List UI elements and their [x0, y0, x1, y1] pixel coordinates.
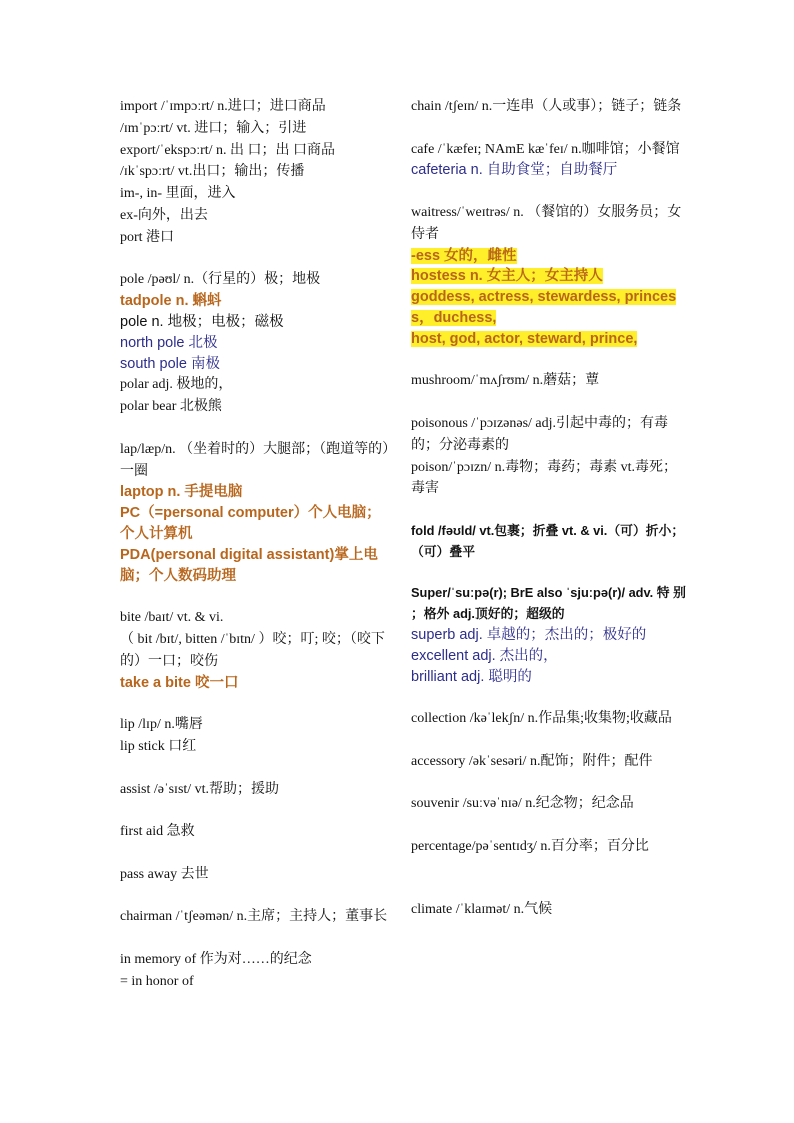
blank-line: [120, 800, 392, 821]
vocab-line: chairman /ˈtʃeəmən/ n.主席；主持人；董事长: [120, 909, 388, 925]
vocab-entry: [411, 899, 687, 921]
blank-line: [120, 885, 392, 906]
vocab-line: = in honor of: [120, 973, 194, 989]
vocab-entry: [120, 736, 392, 758]
vocab-line: climate /ˈklaɪmət/ n.气候: [411, 902, 553, 918]
blank-line: [411, 181, 687, 202]
vocab-entry: [411, 583, 687, 625]
vocab-entry: [120, 439, 392, 483]
vocab-line: waitress/ˈweɪtrəs/ n. （餐馆的）女服务员；女侍者: [411, 204, 682, 242]
vocab-entry: [411, 646, 687, 667]
vocab-line: lip /lɪp/ n.嘴唇: [120, 717, 203, 733]
vocab-line: port 港口: [120, 229, 175, 245]
vocab-entry: [411, 160, 687, 181]
vocab-entry: [120, 545, 392, 587]
vocab-line: collection /kəˈlekʃn/ n.作品集;收集物;收藏品: [411, 711, 672, 727]
vocab-entry: [411, 521, 687, 563]
blank-line: [411, 878, 687, 899]
vocab-entry: [120, 714, 392, 736]
blank-line: [411, 563, 687, 584]
vocab-entry: [120, 906, 392, 928]
vocab-line: -ess 女的，雌性: [411, 247, 517, 264]
vocab-entry: [411, 625, 687, 646]
vocab-entry: [120, 374, 392, 396]
vocab-entry: [411, 667, 687, 688]
vocab-entry: [120, 607, 392, 629]
vocab-line: percentage/pəˈsentɪdʒ/ n.百分率；百分比: [411, 838, 649, 854]
blank-line: [120, 249, 392, 270]
vocab-line: lip stick 口红: [120, 738, 197, 754]
left-column: [120, 96, 392, 992]
vocab-line: export/ˈekspɔːrt/ n. 出 口；出 口商品: [120, 142, 336, 158]
blank-line: [411, 350, 687, 371]
vocab-entry: [120, 821, 392, 843]
vocab-entry: [411, 266, 687, 287]
vocab-entry: [411, 793, 687, 815]
vocab-entry: [120, 161, 392, 183]
blank-line: [411, 815, 687, 836]
vocab-entry: [120, 96, 392, 118]
vocab-entry: [411, 287, 687, 329]
blank-line: [120, 928, 392, 949]
vocab-entry: [120, 864, 392, 886]
vocab-line: lap/læp/n. （坐着时的）大腿部；（跑道等的）一圈: [120, 441, 390, 479]
vocab-entry: [411, 836, 687, 858]
vocab-line: Super/ˈsuːpə(r); BrE also ˈsjuːpə(r)/ adv. 特 别 ；格外 adj.顶好的；超级的: [411, 585, 686, 622]
blank-line: [411, 773, 687, 794]
vocab-line: tadpole n. 蝌蚪: [120, 293, 222, 310]
vocab-entry: [120, 291, 392, 312]
vocab-entry: [120, 396, 392, 418]
vocab-entry: [120, 312, 392, 333]
vocab-entry: [120, 673, 392, 694]
vocab-entry: [120, 949, 392, 971]
blank-line: [411, 500, 687, 521]
vocab-line: pole /pəʊl/ n.（行星的）极；地极: [120, 272, 321, 288]
vocab-line: PC（=personal computer）个人电脑；个人计算机: [120, 505, 381, 542]
vocab-line: poison/ˈpɔɪzn/ n.毒物；毒药；毒素 vt.毒死；毒害: [411, 459, 677, 497]
vocab-line: south pole 南极: [120, 355, 220, 372]
blank-line: [411, 118, 687, 139]
vocab-line: im-, in- 里面，进入: [120, 186, 236, 202]
vocab-entry: [411, 246, 687, 267]
vocab-line: bite /baɪt/ vt. & vi.: [120, 610, 224, 626]
vocab-entry: [411, 413, 687, 457]
vocab-line: cafe /ˈkæfeɪ; NAmE kæˈfeɪ/ n.咖啡馆；小餐馆: [411, 141, 680, 157]
vocab-line: goddess, actress, stewardess, princess，duchess,: [411, 289, 677, 326]
vocab-entry: [120, 354, 392, 375]
vocab-entry: [411, 96, 687, 118]
vocab-line: chain /tʃeɪn/ n.一连串（人或事）；链子；链条: [411, 99, 682, 114]
vocab-line: import /ˈɪmpɔːrt/ n.进口；进口商品: [120, 99, 326, 114]
blank-line: [411, 687, 687, 708]
vocab-line: souvenir /suːvəˈnɪə/ n.纪念物；纪念品: [411, 796, 634, 812]
vocab-line: cafeteria n. 自助食堂；自助餐厅: [411, 162, 618, 179]
vocab-line: pass away 去世: [120, 866, 209, 882]
vocab-entry: [120, 205, 392, 227]
vocab-entry: [120, 482, 392, 503]
vocab-line: accessory /əkˈsesəri/ n.配饰；附件；配件: [411, 753, 653, 769]
blank-line: [120, 418, 392, 439]
blank-line: [411, 392, 687, 413]
vocab-entry: [120, 503, 392, 545]
vocab-entry: [411, 708, 687, 730]
right-column: [411, 96, 687, 921]
vocab-line: pole n. 地极；电极；磁极: [120, 313, 284, 330]
blank-line: [411, 858, 687, 879]
blank-line: [120, 843, 392, 864]
vocab-line: host, god, actor, steward, prince,: [411, 330, 638, 347]
vocab-line: mushroom/ˈmʌʃrʊm/ n.蘑菇；蕈: [411, 373, 600, 389]
vocab-entry: [411, 139, 687, 161]
blank-line: [120, 758, 392, 779]
vocab-line: north pole 北极: [120, 334, 218, 351]
vocab-entry: [120, 140, 392, 162]
vocab-line: fold /fəʊld/ vt.包裹；折叠 vt. & vi.（可）折小；（可）叠平: [411, 522, 685, 559]
vocab-entry: [411, 751, 687, 773]
vocab-entry: [120, 118, 392, 140]
vocab-line: （ bit /bɪt/, bitten /ˈbɪtn/ ）咬；叮; 咬；（咬下的）一口；咬伤: [120, 631, 385, 669]
vocab-line: take a bite 咬一口: [120, 674, 239, 691]
blank-line: [120, 586, 392, 607]
blank-line: [411, 730, 687, 751]
vocab-line: polar bear 北极熊: [120, 399, 222, 415]
vocab-entry: [120, 629, 392, 673]
vocab-line: assist /əˈsɪst/ vt.帮助；援助: [120, 781, 280, 797]
vocab-entry: [120, 333, 392, 354]
vocab-line: /ɪmˈpɔːrt/ vt. 进口；输入；引进: [120, 120, 307, 136]
vocab-line: poisonous /ˈpɔɪzənəs/ adj.引起中毒的；有毒的；分泌毒素的: [411, 415, 669, 453]
vocab-entry: [120, 183, 392, 205]
vocab-line: first aid 急救: [120, 824, 195, 840]
vocab-line: /ɪkˈspɔːrt/ vt.出口；输出；传播: [120, 164, 305, 180]
vocab-entry: [120, 971, 392, 993]
vocab-entry: [411, 457, 687, 501]
vocab-line: hostess n. 女主人；女主持人: [411, 268, 603, 285]
vocab-entry: [411, 202, 687, 246]
vocab-line: in memory of 作为对……的纪念: [120, 951, 312, 967]
vocab-line: laptop n. 手提电脑: [120, 484, 243, 501]
vocab-entry: [411, 329, 687, 350]
vocab-line: brilliant adj. 聪明的: [411, 668, 532, 685]
vocab-line: superb adj. 卓越的；杰出的；极好的: [411, 626, 647, 643]
blank-line: [120, 693, 392, 714]
vocab-line: PDA(personal digital assistant)掌上电脑；个人数码助理: [120, 546, 378, 584]
vocab-line: excellent adj. 杰出的，: [411, 647, 558, 664]
vocab-line: polar adj. 极地的，: [120, 377, 233, 393]
vocab-entry: [120, 227, 392, 249]
vocab-entry: [120, 779, 392, 801]
vocab-line: ex-向外，出去: [120, 207, 208, 223]
vocab-entry: [120, 269, 392, 291]
vocab-entry: [411, 370, 687, 392]
